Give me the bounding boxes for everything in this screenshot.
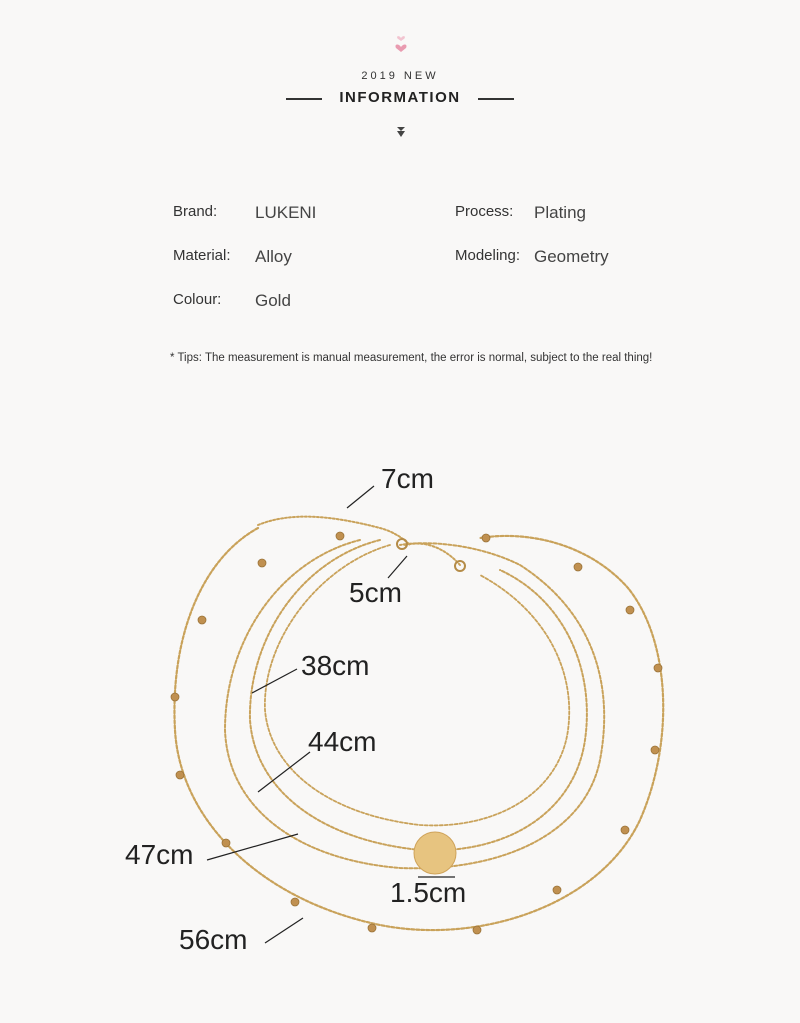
process-value: Plating [534, 203, 586, 222]
material-label: Material: [173, 247, 231, 264]
measure-7cm: 7cm [381, 463, 434, 494]
colour-value: Gold [255, 291, 291, 310]
measure-47cm: 47cm [125, 839, 194, 870]
measure-44cm: 44cm [308, 726, 377, 757]
extender-7cm [258, 517, 410, 545]
title-divider-right [478, 98, 514, 100]
subtitle: 2019 NEW [361, 70, 439, 82]
beads [171, 532, 662, 934]
brand-label: Brand: [173, 203, 218, 220]
leader-lines [207, 486, 455, 943]
modeling-label: Modeling: [455, 247, 521, 264]
chain-44cm [250, 540, 587, 850]
brand-value: LUKENI [255, 203, 317, 222]
extender-5cm [405, 544, 460, 565]
material-value: Alloy [255, 247, 292, 266]
colour-label: Colour: [173, 291, 222, 308]
heart-icon [392, 30, 410, 54]
down-arrow-icon [395, 126, 407, 138]
process-label: Process: [455, 203, 514, 220]
chain-56cm [174, 528, 663, 930]
page-title: INFORMATION [339, 89, 461, 106]
modeling-value: Geometry [534, 247, 609, 266]
measure-38cm: 38cm [301, 650, 370, 681]
round-pendant [414, 832, 456, 874]
tips-text: * Tips: The measurement is manual measurement, the error is normal, subject to the real thing! [170, 352, 653, 364]
measure-1-5cm: 1.5cm [390, 877, 467, 908]
measure-5cm: 5cm [349, 577, 402, 608]
measure-56cm: 56cm [179, 924, 248, 955]
chain-38cm [265, 545, 569, 825]
chain-47cm [225, 540, 604, 868]
